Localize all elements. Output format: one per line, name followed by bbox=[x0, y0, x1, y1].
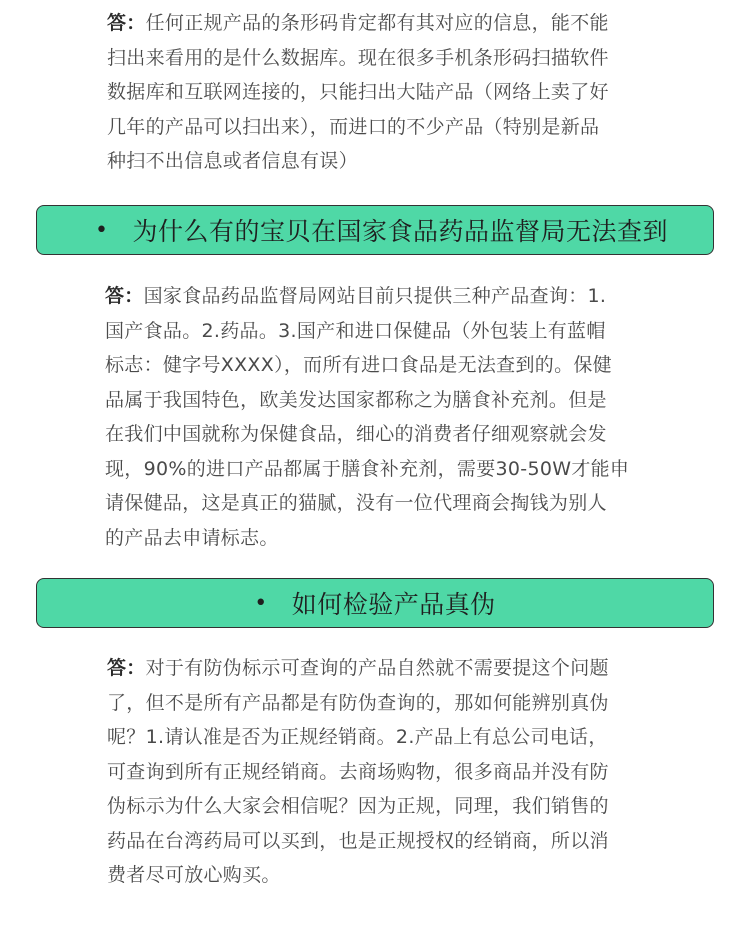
answer-line: 扫出来看用的是什么数据库。现在很多手机条形码扫描软件 bbox=[107, 46, 609, 69]
question-banner-authenticity bbox=[36, 578, 714, 628]
answer-prefix: 答： bbox=[107, 657, 146, 679]
answer-block-3 bbox=[107, 651, 609, 893]
bullet-icon: • bbox=[254, 590, 268, 616]
answer-text: 对于有防伪标示可查询的产品自然就不需要提这个问题 bbox=[145, 657, 609, 679]
answer-line: 数据库和互联网连接的，只能扫出大陆产品（网络上卖了好 bbox=[107, 81, 609, 103]
question-title: 如何检验产品真伪 bbox=[291, 590, 496, 619]
answer-line: 药品在台湾药局可以买到，也是正规授权的经销商，所以消 bbox=[107, 829, 609, 852]
answer-prefix: 答： bbox=[105, 285, 144, 307]
answer-line: 请保健品，这是真正的猫腻，没有一位代理商会掏钱为别人 bbox=[105, 492, 607, 514]
answer-line: 伪标示为什么大家会相信呢？因为正规，同理，我们销售的 bbox=[107, 795, 609, 817]
question-title: 为什么有的宝贝在国家食品药品监督局无法查到 bbox=[132, 217, 668, 246]
answer-block-1 bbox=[107, 6, 609, 179]
answer-line: 在我们中国就称为保健食品，细心的消费者仔细观察就会发 bbox=[105, 423, 607, 445]
answer-text: 任何正规产品的条形码肯定都有其对应的信息，能不能 bbox=[145, 12, 609, 34]
answer-line bbox=[105, 279, 629, 314]
answer-line: 标志：健字号XXXX），而所有进口食品是无法查到的。保健 bbox=[105, 354, 612, 376]
answer-text: 国家食品药品监督局网站目前只提供三种产品查询：1. bbox=[143, 285, 607, 307]
answer-block-2 bbox=[105, 279, 629, 555]
bullet-icon: • bbox=[95, 217, 109, 243]
answer-line: 现，90%的进口产品都属于膳食补充剂，需要30-50W才能申 bbox=[105, 457, 630, 480]
answer-line: 品属于我国特色，欧美发达国家都称之为膳食补充剂。但是 bbox=[105, 388, 607, 411]
question-banner-food-drug-bureau bbox=[36, 205, 714, 255]
answer-line: 可查询到所有正规经销商。去商场购物，很多商品并没有防 bbox=[107, 760, 609, 783]
answer-line bbox=[107, 6, 609, 41]
answer-line: 的产品去申请标志。 bbox=[105, 526, 279, 549]
answer-prefix: 答： bbox=[107, 12, 146, 34]
answer-line: 国产食品。2.药品。3.国产和进口保健品（外包装上有蓝帽 bbox=[105, 319, 606, 342]
answer-line: 了，但不是所有产品都是有防伪查询的，那如何能辨别真伪 bbox=[107, 691, 609, 714]
answer-line: 费者尽可放心购买。 bbox=[107, 864, 281, 886]
answer-line: 几年的产品可以扫出来），而进口的不少产品（特别是新品 bbox=[107, 115, 600, 138]
answer-line: 呢？1.请认准是否为正规经销商。2.产品上有总公司电话， bbox=[107, 726, 608, 748]
answer-line bbox=[107, 651, 609, 686]
answer-line: 种扫不出信息或者信息有误） bbox=[107, 150, 358, 172]
